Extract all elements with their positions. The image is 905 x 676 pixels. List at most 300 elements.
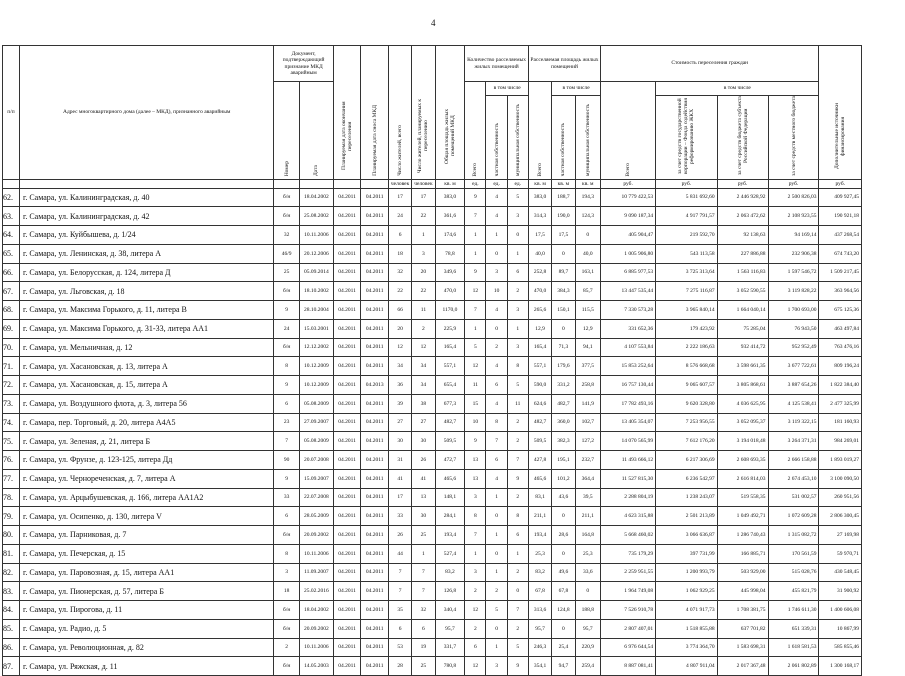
value-cell: 463 497,84 <box>819 319 862 338</box>
value-cell: 6 <box>274 507 299 526</box>
value-cell: 83,2 <box>528 563 551 582</box>
value-cell: 3 <box>507 338 528 357</box>
header-rooms-total: Всего <box>465 82 486 180</box>
value-cell: 10.11.2006 <box>299 544 333 563</box>
value-cell: 6 885 977,53 <box>601 263 656 282</box>
header-document: Документ, подтверждающий признание МКД аварийным <box>274 46 333 82</box>
value-cell: 3 <box>486 657 507 676</box>
value-cell: 9 <box>274 376 299 395</box>
unit-cell: кв. м <box>528 179 551 188</box>
value-cell: 17 782 493,16 <box>601 394 656 413</box>
value-cell: 30 <box>388 432 411 451</box>
value-cell: 66 <box>388 301 411 320</box>
value-cell: 509,5 <box>435 432 465 451</box>
value-cell: 15 <box>465 394 486 413</box>
page-mark: 4 <box>431 18 436 28</box>
value-cell: 2 <box>507 413 528 432</box>
value-cell: 18.10.2002 <box>299 282 333 301</box>
value-cell: 141,9 <box>575 394 600 413</box>
header-area-private: частная собственность <box>552 96 575 180</box>
value-cell: 04.2011 <box>333 338 361 357</box>
value-cell: 11 <box>465 376 486 395</box>
value-cell: 34 <box>388 357 411 376</box>
value-cell: 6 236 542,97 <box>656 469 718 488</box>
value-cell: 1170,0 <box>435 301 465 320</box>
address-cell: г. Самара, ул. Хасановская, д. 15, литера А <box>19 376 273 395</box>
value-cell: 4 623 315,88 <box>601 507 656 526</box>
value-cell: 1 072 609,28 <box>768 507 819 526</box>
value-cell: 0 <box>486 319 507 338</box>
value-cell: 179,6 <box>552 357 575 376</box>
value-cell: 124,8 <box>552 601 575 620</box>
table-row <box>3 601 862 620</box>
address-cell: г. Самара, ул. Чернореченская, д. 7, литера А <box>19 469 273 488</box>
value-cell: 10.11.2006 <box>299 226 333 245</box>
value-cell: 6 <box>507 263 528 282</box>
value-cell: 4 <box>486 394 507 413</box>
unit-cell: ед. <box>486 179 507 188</box>
value-cell: 04.2011 <box>361 488 389 507</box>
row-number: 67. <box>3 282 20 301</box>
value-cell: 2 222 186,63 <box>656 338 718 357</box>
table-row <box>3 301 862 320</box>
value-cell: 04.2011 <box>333 526 361 545</box>
value-cell: 2 501 213,89 <box>656 507 718 526</box>
value-cell: 472,7 <box>435 451 465 470</box>
value-cell: 2 674 453,10 <box>768 469 819 488</box>
value-cell: 9 <box>465 188 486 207</box>
value-cell: 211,1 <box>575 507 600 526</box>
unit-cell: руб. <box>819 179 862 188</box>
value-cell: 25,4 <box>552 638 575 657</box>
value-cell: 39 <box>388 394 411 413</box>
value-cell: 430 548,45 <box>819 563 862 582</box>
value-cell: 5 <box>507 188 528 207</box>
value-cell: 503 929,00 <box>717 563 768 582</box>
resettlement-table <box>2 45 862 676</box>
address-cell: г. Самара, ул. Фрунзе, д. 123-125, литера Дд <box>19 451 273 470</box>
value-cell: 7 <box>388 563 411 582</box>
value-cell: 04.2011 <box>361 582 389 601</box>
value-cell: 25,3 <box>528 544 551 563</box>
value-cell: 2 807 407,01 <box>601 619 656 638</box>
row-number: 86. <box>3 638 20 657</box>
value-cell: 18.04.2002 <box>299 601 333 620</box>
value-cell: 7 <box>507 601 528 620</box>
value-cell: 232,7 <box>575 451 600 470</box>
value-cell: 22 <box>412 282 435 301</box>
value-cell: 95,7 <box>575 619 600 638</box>
value-cell: 2 <box>486 338 507 357</box>
value-cell: 3 264 371,31 <box>768 432 819 451</box>
value-cell: 0 <box>486 507 507 526</box>
value-cell: 05.09.2014 <box>299 263 333 282</box>
address-cell: г. Самара, ул. Радио, д. 5 <box>19 619 273 638</box>
value-cell: 437 268,54 <box>819 226 862 245</box>
value-cell: 22 <box>412 207 435 226</box>
value-cell: 193,4 <box>435 526 465 545</box>
value-cell: 04.2011 <box>333 413 361 432</box>
value-cell: 28.10.2004 <box>299 301 333 320</box>
value-cell: 313,6 <box>528 601 551 620</box>
value-cell: 260 951,56 <box>819 488 862 507</box>
address-cell: г. Самара, ул. Калининградская, д. 40 <box>19 188 273 207</box>
row-number: 68. <box>3 301 20 320</box>
value-cell: 211,1 <box>528 507 551 526</box>
value-cell: 232 906,38 <box>768 244 819 263</box>
value-cell: 04.2011 <box>333 544 361 563</box>
value-cell: 34 <box>412 357 435 376</box>
value-cell: 194,3 <box>575 188 600 207</box>
value-cell: 1 300 168,17 <box>819 657 862 676</box>
value-cell: 675 125,36 <box>819 301 862 320</box>
value-cell: 11 <box>412 301 435 320</box>
unit-cell: кв. м <box>435 179 465 188</box>
value-cell: 6 976 644,54 <box>601 638 656 657</box>
value-cell: 95,7 <box>528 619 551 638</box>
value-cell: 1 <box>465 226 486 245</box>
value-cell: 12.12.2002 <box>299 338 333 357</box>
value-cell: 18.04.2002 <box>299 188 333 207</box>
value-cell: 7 <box>486 432 507 451</box>
value-cell: 360,0 <box>552 413 575 432</box>
header-cost-total: Всего <box>601 82 656 180</box>
value-cell: 11 527 815,30 <box>601 469 656 488</box>
value-cell: 0 <box>552 319 575 338</box>
value-cell: 3 066 636,87 <box>656 526 718 545</box>
value-cell: 181 160,93 <box>819 413 862 432</box>
table-row <box>3 451 862 470</box>
value-cell: 1 822 384,40 <box>819 376 862 395</box>
value-cell: 11.09.2007 <box>299 563 333 582</box>
value-cell: 1 746 611,30 <box>768 601 819 620</box>
value-cell: 188,7 <box>552 188 575 207</box>
value-cell: 9 <box>274 301 299 320</box>
table-row <box>3 563 862 582</box>
value-cell: 04.2011 <box>333 376 361 395</box>
value-cell: 2 <box>507 432 528 451</box>
value-cell: 20 <box>388 319 411 338</box>
unit-cell <box>333 179 361 188</box>
value-cell: 12 <box>465 357 486 376</box>
value-cell: 04.2011 <box>333 619 361 638</box>
row-number: 84. <box>3 601 20 620</box>
value-cell: 40,0 <box>528 244 551 263</box>
value-cell: 04.2011 <box>333 301 361 320</box>
value-cell: 3 <box>274 563 299 582</box>
value-cell: 04.2011 <box>361 301 389 320</box>
value-cell: 10 <box>465 413 486 432</box>
value-cell: 2 446 928,92 <box>717 188 768 207</box>
address-cell: г. Самара, ул. Печерская, д. 15 <box>19 544 273 563</box>
unit-cell: руб. <box>768 179 819 188</box>
value-cell: 4 107 553,84 <box>601 338 656 357</box>
value-cell: 76 943,50 <box>768 319 819 338</box>
address-cell: г. Самара, ул. Воздушного флота, д. 3, литера 56 <box>19 394 273 413</box>
header-area-total: Общая площадь жилых помещений МКД <box>435 46 465 180</box>
value-cell: 17 <box>412 188 435 207</box>
value-cell: 4 <box>486 188 507 207</box>
value-cell: 12,9 <box>528 319 551 338</box>
value-cell: 20.09.2002 <box>299 619 333 638</box>
value-cell: 1 <box>486 526 507 545</box>
value-cell: 585 855,46 <box>819 638 862 657</box>
value-cell: 8 <box>507 357 528 376</box>
value-cell: 0 <box>575 582 600 601</box>
value-cell: 651 339,31 <box>768 619 819 638</box>
value-cell: 809 196,24 <box>819 357 862 376</box>
header-area-group: Расселяемая площадь жилых помещений <box>528 46 600 82</box>
value-cell: 3 887 654,26 <box>768 376 819 395</box>
value-cell: 12 <box>412 338 435 357</box>
value-cell: 331,2 <box>552 376 575 395</box>
value-cell: 94 169,14 <box>768 226 819 245</box>
value-cell: 1 <box>486 488 507 507</box>
value-cell: 04.2013 <box>361 376 389 395</box>
value-cell: 763 476,16 <box>819 338 862 357</box>
value-cell: 1 618 581,53 <box>768 638 819 657</box>
value-cell: 04.2011 <box>361 207 389 226</box>
value-cell: 361,6 <box>435 207 465 226</box>
value-cell: 10 <box>486 282 507 301</box>
value-cell: 7 <box>465 301 486 320</box>
value-cell: 6 <box>486 451 507 470</box>
value-cell: 78,8 <box>435 244 465 263</box>
unit-cell: руб. <box>717 179 768 188</box>
value-cell: 30 <box>412 507 435 526</box>
value-cell: 3 965 840,14 <box>656 301 718 320</box>
table-row <box>3 188 862 207</box>
value-cell: 1 583 698,31 <box>717 638 768 657</box>
value-cell: 383,0 <box>435 188 465 207</box>
value-cell: 0 <box>575 226 600 245</box>
value-cell: 1 062 929,25 <box>656 582 718 601</box>
value-cell: 14.05.2003 <box>299 657 333 676</box>
value-cell: 3 119 828,22 <box>768 282 819 301</box>
value-cell: 1 <box>507 244 528 263</box>
value-cell: 515 028,76 <box>768 563 819 582</box>
row-number: 62. <box>3 188 20 207</box>
value-cell: 4 807 911,04 <box>656 657 718 676</box>
value-cell: 04.2011 <box>361 451 389 470</box>
value-cell: 984 269,01 <box>819 432 862 451</box>
address-cell: г. Самара, ул. Белорусская, д. 124, литера Д <box>19 263 273 282</box>
address-cell: г. Самара, ул. Мельничная, д. 12 <box>19 338 273 357</box>
row-number: 65. <box>3 244 20 263</box>
value-cell: 13 <box>412 488 435 507</box>
value-cell: 5 <box>465 338 486 357</box>
value-cell: 17 <box>388 188 411 207</box>
value-cell: 49,6 <box>552 563 575 582</box>
value-cell: 34 <box>412 376 435 395</box>
table-row <box>3 638 862 657</box>
header-plan-end: Планируемая дата окончания переселения <box>333 46 361 180</box>
table-row <box>3 207 862 226</box>
value-cell: 2 477 325,99 <box>819 394 862 413</box>
value-cell: 409 927,45 <box>819 188 862 207</box>
value-cell: 655,4 <box>435 376 465 395</box>
value-cell: 8 <box>507 507 528 526</box>
row-number: 71. <box>3 357 20 376</box>
value-cell: 7 253 956,55 <box>656 413 718 432</box>
value-cell: 4 <box>486 207 507 226</box>
value-cell: 30 <box>412 432 435 451</box>
value-cell: 04.2011 <box>361 544 389 563</box>
value-cell: 3 598 661,35 <box>717 357 768 376</box>
value-cell: 1 509 217,45 <box>819 263 862 282</box>
value-cell: 1 <box>507 319 528 338</box>
unit-cell <box>19 179 273 188</box>
value-cell: 465,6 <box>435 469 465 488</box>
value-cell: 7 <box>412 563 435 582</box>
value-cell: 41 <box>412 469 435 488</box>
value-cell: 3 <box>412 244 435 263</box>
value-cell: 2 608 693,35 <box>717 451 768 470</box>
value-cell: 83,2 <box>435 563 465 582</box>
value-cell: 2 <box>412 319 435 338</box>
header-area-municipal: муниципальная собственность <box>575 96 600 180</box>
value-cell: 7 330 573,28 <box>601 301 656 320</box>
table-row <box>3 376 862 395</box>
value-cell: 04.2011 <box>333 563 361 582</box>
value-cell: 2 <box>465 619 486 638</box>
value-cell: 1 400 606,08 <box>819 601 862 620</box>
value-cell: 6 <box>486 376 507 395</box>
value-cell: 4 <box>486 357 507 376</box>
value-cell: 6 <box>388 226 411 245</box>
value-cell: 95,7 <box>435 619 465 638</box>
value-cell: 25.08.2002 <box>299 207 333 226</box>
value-cell: 8 887 081,41 <box>601 657 656 676</box>
header-doc-number: Номер <box>274 82 299 180</box>
value-cell: 7 612 176,20 <box>656 432 718 451</box>
value-cell: 115,5 <box>575 301 600 320</box>
value-cell: 28 <box>388 657 411 676</box>
value-cell: 2 288 804,19 <box>601 488 656 507</box>
value-cell: 1 049 492,71 <box>717 507 768 526</box>
value-cell: 04.2011 <box>361 526 389 545</box>
value-cell: 6 <box>465 638 486 657</box>
value-cell: 04.2011 <box>361 638 389 657</box>
value-cell: 3 052 590,55 <box>717 282 768 301</box>
value-cell: 2 063 472,62 <box>717 207 768 226</box>
table-row <box>3 657 862 676</box>
value-cell: 40,0 <box>575 244 600 263</box>
value-cell: 590,0 <box>528 376 551 395</box>
value-cell: 1 <box>507 544 528 563</box>
value-cell: 32 <box>388 263 411 282</box>
value-cell: 20.12.2006 <box>299 244 333 263</box>
address-cell: г. Самара, ул. Революционная, д. 82 <box>19 638 273 657</box>
value-cell: 20.09.2002 <box>299 526 333 545</box>
value-cell: 9 065 607,57 <box>656 376 718 395</box>
value-cell: 04.2011 <box>361 394 389 413</box>
value-cell: 32 <box>274 226 299 245</box>
row-number: 81. <box>3 544 20 563</box>
value-cell: 384,3 <box>552 282 575 301</box>
value-cell: 4 036 625,95 <box>717 394 768 413</box>
row-number: 87. <box>3 657 20 676</box>
value-cell: 04.2011 <box>361 619 389 638</box>
value-cell: 15 853 252,64 <box>601 357 656 376</box>
value-cell: 04.2011 <box>361 432 389 451</box>
address-cell: г. Самара, ул. Хасановская, д. 13, литера А <box>19 357 273 376</box>
value-cell: 3 194 018,48 <box>717 432 768 451</box>
value-cell: 101,2 <box>552 469 575 488</box>
value-cell: 8 <box>486 413 507 432</box>
value-cell: 1 <box>486 563 507 582</box>
value-cell: 7 <box>465 526 486 545</box>
value-cell: 190 921,18 <box>819 207 862 226</box>
value-cell: 1 964 749,08 <box>601 582 656 601</box>
value-cell: 33 <box>274 488 299 507</box>
header-extra-sources: Дополнительные источники финансирования <box>819 46 862 180</box>
value-cell: 637 701,82 <box>717 619 768 638</box>
value-cell: 8 <box>274 544 299 563</box>
value-cell: 9 <box>507 469 528 488</box>
value-cell: 246,3 <box>528 638 551 657</box>
value-cell: 19 <box>412 638 435 657</box>
value-cell: 5 668 460,02 <box>601 526 656 545</box>
value-cell: 1 700 693,00 <box>768 301 819 320</box>
value-cell: 11 493 666,12 <box>601 451 656 470</box>
value-cell: 1 597 546,72 <box>768 263 819 282</box>
value-cell: 102,7 <box>575 413 600 432</box>
table-row <box>3 357 862 376</box>
row-number: 70. <box>3 338 20 357</box>
value-cell: 0 <box>552 507 575 526</box>
unit-cell <box>299 179 333 188</box>
value-cell: 9 090 187,34 <box>601 207 656 226</box>
value-cell: 265,6 <box>528 301 551 320</box>
value-cell: 383,0 <box>528 188 551 207</box>
value-cell: 470,0 <box>435 282 465 301</box>
value-cell: 18 <box>274 582 299 601</box>
value-cell: 445 998,04 <box>717 582 768 601</box>
value-cell: 6 <box>507 526 528 545</box>
row-number: 79. <box>3 507 20 526</box>
value-cell: 12 <box>465 601 486 620</box>
value-cell: 31 900,92 <box>819 582 862 601</box>
table-row <box>3 432 862 451</box>
value-cell: 14 070 565,99 <box>601 432 656 451</box>
value-cell: 94,7 <box>552 657 575 676</box>
value-cell: 25 <box>412 657 435 676</box>
value-cell: 3 100 090,50 <box>819 469 862 488</box>
value-cell: 1 664 040,14 <box>717 301 768 320</box>
value-cell: 67,8 <box>528 582 551 601</box>
value-cell: 94,1 <box>575 338 600 357</box>
value-cell: 27.09.2007 <box>299 413 333 432</box>
value-cell: 90 <box>274 451 299 470</box>
value-cell: 41 <box>388 469 411 488</box>
value-cell: 28,6 <box>552 526 575 545</box>
value-cell: 190,0 <box>552 207 575 226</box>
value-cell: 13 <box>465 451 486 470</box>
value-cell: б/н <box>274 619 299 638</box>
value-cell: 1 893 019,27 <box>819 451 862 470</box>
value-cell: 04.2011 <box>333 226 361 245</box>
value-cell: 6 217 306,69 <box>656 451 718 470</box>
value-cell: 509,5 <box>528 432 551 451</box>
table-row <box>3 544 862 563</box>
value-cell: 1 <box>412 226 435 245</box>
value-cell: 28.05.2009 <box>299 507 333 526</box>
value-cell: 1 <box>465 544 486 563</box>
value-cell: 04.2011 <box>333 601 361 620</box>
row-number: 69. <box>3 319 20 338</box>
value-cell: 225,9 <box>435 319 465 338</box>
